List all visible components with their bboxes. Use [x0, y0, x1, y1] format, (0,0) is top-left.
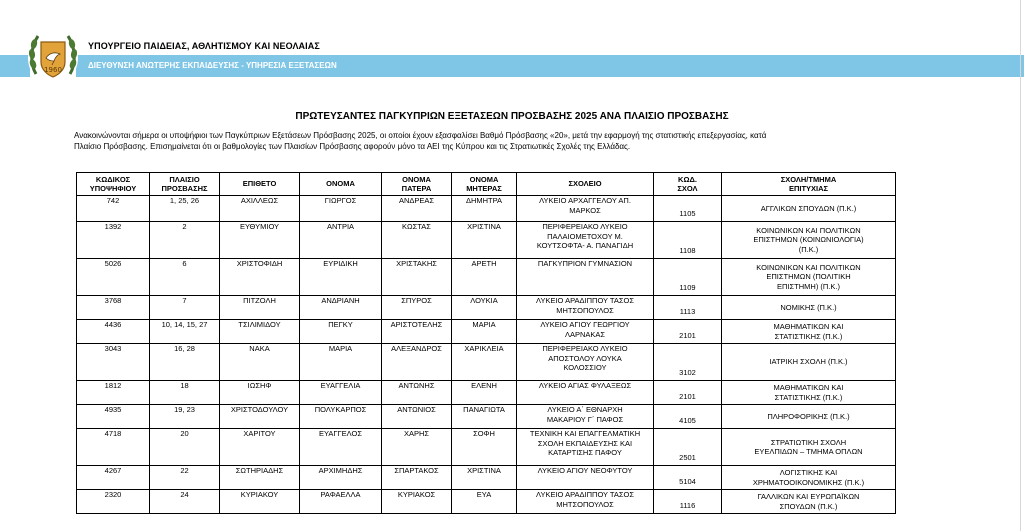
- cell-mother-name: ΣΟΦΗ: [452, 429, 517, 466]
- cell-line: ΣΧΟΛΗ ΕΚΠΑΙΔΕΥΣΗΣ ΚΑΙ: [537, 438, 633, 448]
- cell-candidate-code: 4718: [77, 429, 150, 466]
- cell-line: ΛΥΚΕΙΟ ΑΡΑΔΙΠΠΟΥ ΤΑΣΟΣ: [536, 296, 634, 305]
- cell-mother-name: ΠΑΝΑΓΙΩΤΑ: [452, 405, 517, 429]
- cell-father-name: ΑΝΔΡΕΑΣ: [382, 196, 452, 222]
- cell-school-code: 2501: [654, 429, 722, 466]
- cell-success-department: [722, 381, 896, 405]
- cell-first-name: ΠΕΓΚΥ: [300, 320, 382, 344]
- cell-access-framework: 22: [150, 466, 220, 490]
- cell-school: [517, 259, 654, 296]
- cell-line: ΠΑΛΑΙΟΜΕΤΟΧΟΥ Μ.: [547, 231, 623, 241]
- cell-school: [517, 196, 654, 222]
- cell-candidate-code: 4436: [77, 320, 150, 344]
- cell-success-department: [722, 429, 896, 466]
- cell-school: [517, 381, 654, 405]
- cell-success-department: [722, 259, 896, 296]
- cell-father-name: ΚΩΣΤΑΣ: [382, 222, 452, 259]
- cell-success-department: [722, 405, 896, 429]
- cell-line: ΛΥΚΕΙΟ ΑΡΑΔΙΠΠΟΥ ΤΑΣΟΣ: [536, 490, 634, 499]
- cell-school-code: 4105: [654, 405, 722, 429]
- table-body: [77, 196, 896, 514]
- cell-first-name: ΕΥΑΓΓΕΛΙΑ: [300, 381, 382, 405]
- cell-school: [517, 490, 654, 514]
- cell-candidate-code: 4267: [77, 466, 150, 490]
- cell-first-name: ΑΡΧΙΜΗΔΗΣ: [300, 466, 382, 490]
- column-header-success-department: [722, 173, 896, 196]
- cell-line: ΚΑΤΑΡΤΙΣΗΣ ΠΑΦΟΥ: [548, 448, 622, 457]
- cell-mother-name: ΧΡΙΣΤΙΝΑ: [452, 466, 517, 490]
- cell-line: ΜΗΤΣΟΠΟΥΛΟΣ: [556, 305, 614, 315]
- table-row: [77, 296, 896, 320]
- cell-line: ΑΠΟΣΤΟΛΟΥ ΛΟΥΚΑ: [548, 353, 622, 363]
- cell-father-name: ΣΠΑΡΤΑΚΟΣ: [382, 466, 452, 490]
- cell-candidate-code: 4935: [77, 405, 150, 429]
- cell-school: [517, 466, 654, 490]
- cell-school-code: 1108: [654, 222, 722, 259]
- cell-line: ΠΕΡΙΦΕΡΕΙΑΚΟ ΛΥΚΕΙΟ: [542, 344, 628, 353]
- cell-line: ΜΑΘΗΜΑΤΙΚΩΝ ΚΑΙ: [773, 322, 844, 331]
- cell-success-department: [722, 490, 896, 514]
- cell-line: ΜΗΤΣΟΠΟΥΛΟΣ: [556, 499, 614, 509]
- column-header-first-name: [300, 173, 382, 196]
- table-row: [77, 259, 896, 296]
- column-header-school-code: [654, 173, 722, 196]
- cell-line: ΛΥΚΕΙΟ ΑΡΧΑΓΓΕΛΟΥ ΑΠ.: [539, 196, 631, 205]
- cell-success-department: [722, 320, 896, 344]
- cell-school: [517, 405, 654, 429]
- table-row: [77, 222, 896, 259]
- cell-line: ΚΟΛΟΣΣΙΟΥ: [563, 363, 607, 372]
- cell-candidate-code: 742: [77, 196, 150, 222]
- cell-line: ΕΠΙΣΤΗΜΩΝ (ΠΟΛΙΤΙΚΗ: [766, 272, 851, 282]
- cell-mother-name: ΛΟΥΚΙΑ: [452, 296, 517, 320]
- cell-first-name: ΡΑΦΑΕΛΛΑ: [300, 490, 382, 514]
- table-row: [77, 405, 896, 429]
- cell-candidate-code: 1812: [77, 381, 150, 405]
- table-row: [77, 196, 896, 222]
- cell-line: ΛΥΚΕΙΟ ΑΓΙΑΣ ΦΥΛΑΞΕΩΣ: [538, 381, 632, 390]
- cell-candidate-code: 5026: [77, 259, 150, 296]
- cell-success-department: [722, 196, 896, 222]
- cell-line: ΠΕΡΙΦΕΡΕΙΑΚΟ ΛΥΚΕΙΟ: [542, 222, 628, 231]
- column-header-line: ΣΧΟΛΕΙΟ: [568, 179, 602, 189]
- cell-first-name: ΓΙΩΡΓΟΣ: [300, 196, 382, 222]
- column-header-line: ΟΝΟΜΑ: [469, 174, 499, 184]
- cell-surname: ΧΡΙΣΤΟΦΙΔΗ: [220, 259, 300, 296]
- cell-surname: ΧΑΡΙΤΟΥ: [220, 429, 300, 466]
- cell-surname: ΣΩΤΗΡΙΑΔΗΣ: [220, 466, 300, 490]
- cell-mother-name: ΔΗΜΗΤΡΑ: [452, 196, 517, 222]
- table-row: [77, 429, 896, 466]
- cell-mother-name: ΕΛΕΝΗ: [452, 381, 517, 405]
- column-header-surname: [220, 173, 300, 196]
- cell-access-framework: 20: [150, 429, 220, 466]
- cell-surname: ΧΡΙΣΤΟΔΟΥΛΟΥ: [220, 405, 300, 429]
- cell-surname: ΙΩΣΗΦ: [220, 381, 300, 405]
- column-header-line: ΠΑΤΕΡΑ: [401, 184, 432, 193]
- cell-first-name: ΕΥΑΓΓΕΛΟΣ: [300, 429, 382, 466]
- cell-first-name: ΑΝΤΡΙΑ: [300, 222, 382, 259]
- cell-access-framework: 6: [150, 259, 220, 296]
- table-row: [77, 344, 896, 381]
- column-header-candidate-code: [77, 173, 150, 196]
- cell-line: ΠΑΓΚΥΠΡΙΟΝ ΓΥΜΝΑΣΙΟΝ: [537, 259, 633, 268]
- cell-candidate-code: 1392: [77, 222, 150, 259]
- cell-father-name: ΧΑΡΗΣ: [382, 429, 452, 466]
- cell-line: ΣΤΑΤΙΣΤΙΚΗΣ (Π.Κ.): [774, 392, 843, 402]
- ministry-name: ΥΠΟΥΡΓΕΙΟ ΠΑΙΔΕΙΑΣ, ΑΘΛΗΤΙΣΜΟΥ ΚΑΙ ΝΕΟΛΑΙΑΣ: [88, 41, 320, 51]
- cell-line: ΚΟΥΤΣΟΦΤΑ- Α. ΠΑΝΑΓΙΔΗ: [536, 241, 634, 250]
- table-header-row: [77, 173, 896, 196]
- cell-school-code: 5104: [654, 466, 722, 490]
- cell-candidate-code: 2320: [77, 490, 150, 514]
- cell-school-code: 1113: [654, 296, 722, 320]
- cell-line: ΚΟΙΝΩΝΙΚΩΝ ΚΑΙ ΠΟΛΙΤΙΚΩΝ: [756, 262, 861, 272]
- cell-line: ΛΑΡΝΑΚΑΣ: [564, 329, 606, 339]
- cell-first-name: ΠΟΛΥΚΑΡΠΟΣ: [300, 405, 382, 429]
- cell-school: [517, 296, 654, 320]
- cell-first-name: ΑΝΔΡΙΑΝΗ: [300, 296, 382, 320]
- column-header-school: [517, 173, 654, 196]
- table-row: [77, 466, 896, 490]
- cell-success-department: [722, 222, 896, 259]
- cell-father-name: ΑΝΤΩΝΙΟΣ: [382, 405, 452, 429]
- cell-access-framework: 16, 28: [150, 344, 220, 381]
- cell-line: ΣΤΑΤΙΣΤΙΚΗΣ (Π.Κ.): [774, 331, 843, 341]
- cell-line: ΜΑΘΗΜΑΤΙΚΩΝ ΚΑΙ: [773, 383, 844, 392]
- intro-line: Ανακοινώνονται σήμερα οι υποψήφιοι των Παγκύπριων Εξετάσεων Πρόσβασης 2025, οι οποίοι έχουν εξασφαλίσει Βαθμό Πρόσβασης «20», μετά την εφαρμογή της στατιστικής επεξεργασίας, κατά: [74, 131, 767, 140]
- column-header-mother-name: [452, 173, 517, 196]
- cell-access-framework: 24: [150, 490, 220, 514]
- cell-father-name: ΧΡΙΣΤΑΚΗΣ: [382, 259, 452, 296]
- cell-father-name: ΚΥΡΙΑΚΟΣ: [382, 490, 452, 514]
- column-header-line: ΥΠΟΨΗΦΙΟΥ: [89, 184, 137, 193]
- column-header-line: ΟΝΟΜΑ: [326, 179, 355, 189]
- column-header-line: ΕΠΙΤΥΧΙΑΣ: [788, 184, 829, 193]
- cell-line: ΣΠΟΥΔΩΝ (Π.Κ.): [779, 501, 838, 511]
- column-header-line: ΣΧΟΛΗ/ΤΜΗΜΑ: [780, 174, 837, 184]
- cell-surname: ΝΑΚΑ: [220, 344, 300, 381]
- column-header-line: ΚΩΔΙΚΟΣ: [95, 174, 131, 184]
- cell-candidate-code: 3043: [77, 344, 150, 381]
- cell-mother-name: ΑΡΕΤΗ: [452, 259, 517, 296]
- cell-line: (Π.Κ.): [798, 244, 819, 254]
- cell-line: ΛΥΚΕΙΟ Α΄ ΕΘΝΑΡΧΗ: [547, 405, 623, 414]
- cell-school: [517, 344, 654, 381]
- cell-line: ΕΠΙΣΤΗΜΩΝ (ΚΟΙΝΩΝΙΟΛΟΓΙΑ): [753, 235, 864, 245]
- cyprus-coat-of-arms-icon: [26, 28, 80, 86]
- cell-line: ΠΛΗΡΟΦΟΡΙΚΗΣ (Π.Κ.): [767, 411, 850, 421]
- intro-line: Πλαίσιο Πρόσβασης. Επισημαίνεται ότι οι βαθμολογίες των Πλαισίων Πρόσβασης αφορούν μόνο τα ΑΕΙ της Κύπρου και τις Στρατιωτικές Σχολές της Ελλάδας.: [74, 142, 631, 151]
- cell-school-code: 1109: [654, 259, 722, 296]
- cell-school: [517, 320, 654, 344]
- page-title: ΠΡΩΤΕΥΣΑΝΤΕΣ ΠΑΓΚΥΠΡΙΩΝ ΕΞΕΤΑΣΕΩΝ ΠΡΟΣΒΑΣΗΣ 2025 ΑΝΑ ΠΛΑΙΣΙΟ ΠΡΟΣΒΑΣΗΣ: [295, 111, 729, 122]
- column-header-line: ΚΩΔ.: [678, 174, 697, 184]
- cell-mother-name: ΧΡΙΣΤΙΝΑ: [452, 222, 517, 259]
- cell-access-framework: 1, 25, 26: [150, 196, 220, 222]
- table-row: [77, 320, 896, 344]
- intro-paragraph: [74, 130, 874, 152]
- cell-line: ΓΑΛΛΙΚΩΝ ΚΑΙ ΕΥΡΩΠΑΪΚΩΝ: [757, 492, 860, 501]
- page-edge-divider: [1020, 0, 1021, 531]
- cell-line: ΑΓΓΛΙΚΩΝ ΣΠΟΥΔΩΝ (Π.Κ.): [760, 203, 857, 213]
- cell-line: ΙΑΤΡΙΚΗ ΣΧΟΛΗ (Π.Κ.): [769, 357, 848, 367]
- cell-father-name: ΑΝΤΩΝΗΣ: [382, 381, 452, 405]
- cell-surname: ΠΙΤΖΟΛΗ: [220, 296, 300, 320]
- cell-father-name: ΑΡΙΣΤΟΤΕΛΗΣ: [382, 320, 452, 344]
- cell-mother-name: ΧΑΡΙΚΛΕΙΑ: [452, 344, 517, 381]
- cell-line: ΧΡΗΜΑΤΟΟΙΚΟΝΟΜΙΚΗΣ (Π.Κ.): [752, 477, 865, 487]
- cell-line: ΚΟΙΝΩΝΙΚΩΝ ΚΑΙ ΠΟΛΙΤΙΚΩΝ: [756, 225, 861, 235]
- cell-access-framework: 7: [150, 296, 220, 320]
- cell-success-department: [722, 296, 896, 320]
- cell-line: ΕΥΕΛΠΙΔΩΝ – ΤΜΗΜΑ ΟΠΛΩΝ: [754, 447, 863, 456]
- cell-access-framework: 18: [150, 381, 220, 405]
- cell-school-code: 2101: [654, 320, 722, 344]
- column-header-line: ΟΝΟΜΑ: [402, 174, 431, 184]
- letterhead: [0, 0, 1024, 90]
- column-header-line: ΕΠΙΘΕΤΟ: [242, 179, 277, 189]
- cell-surname: ΕΥΘΥΜΙΟΥ: [220, 222, 300, 259]
- cell-line: ΛΥΚΕΙΟ ΑΓΙΟΥ ΝΕΟΦΥΤΟΥ: [537, 466, 633, 475]
- column-header-access-framework: [150, 173, 220, 196]
- cell-success-department: [722, 466, 896, 490]
- cell-school: [517, 222, 654, 259]
- cell-first-name: ΕΥΡΙΔΙΚΗ: [300, 259, 382, 296]
- cell-mother-name: ΜΑΡΙΑ: [452, 320, 517, 344]
- cell-candidate-code: 3768: [77, 296, 150, 320]
- table-row: [77, 381, 896, 405]
- column-header-father-name: [382, 173, 452, 196]
- cell-school-code: 2101: [654, 381, 722, 405]
- cell-line: ΜΑΡΚΟΣ: [569, 205, 601, 215]
- cell-surname: ΚΥΡΙΑΚΟΥ: [220, 490, 300, 514]
- cell-surname: ΑΧΙΛΛΕΩΣ: [220, 196, 300, 222]
- cell-line: ΣΤΡΑΤΙΩΤΙΚΗ ΣΧΟΛΗ: [770, 437, 847, 447]
- cell-line: ΕΠΙΣΤΗΜΗ) (Π.Κ.): [777, 281, 840, 291]
- cell-line: ΜΑΚΑΡΙΟΥ Γ΄ ΠΑΦΟΣ: [546, 414, 624, 424]
- cell-school: [517, 429, 654, 466]
- cell-success-department: [722, 344, 896, 381]
- results-table: [76, 172, 896, 514]
- cell-father-name: ΑΛΕΞΑΝΔΡΟΣ: [382, 344, 452, 381]
- cell-line: ΝΟΜΙΚΗΣ (Π.Κ.): [780, 302, 837, 312]
- table-row: [77, 490, 896, 514]
- svg-text:1960: 1960: [44, 66, 62, 74]
- department-name: ΔΙΕΥΘΥΝΣΗ ΑΝΩΤΕΡΗΣ ΕΚΠΑΙΔΕΥΣΗΣ - ΥΠΗΡΕΣΙΑ ΕΞΕΤΑΣΕΩΝ: [88, 61, 337, 70]
- cell-father-name: ΣΠΥΡΟΣ: [382, 296, 452, 320]
- column-header-line: ΠΡΟΣΒΑΣΗΣ: [161, 184, 208, 193]
- cell-school-code: 1116: [654, 490, 722, 514]
- cell-access-framework: 2: [150, 222, 220, 259]
- cell-first-name: ΜΑΡΙΑ: [300, 344, 382, 381]
- cell-access-framework: 19, 23: [150, 405, 220, 429]
- cell-school-code: 3102: [654, 344, 722, 381]
- cell-mother-name: ΕΥΑ: [452, 490, 517, 514]
- column-header-line: ΠΛΑΙΣΙΟ: [169, 174, 200, 184]
- cell-access-framework: 10, 14, 15, 27: [150, 320, 220, 344]
- cell-school-code: 1105: [654, 196, 722, 222]
- cell-line: ΤΕΧΝΙΚΗ ΚΑΙ ΕΠΑΓΓΕΛΜΑΤΙΚΗ: [529, 429, 641, 438]
- cell-line: ΛΟΓΙΣΤΙΚΗΣ ΚΑΙ: [779, 468, 838, 477]
- cell-line: ΛΥΚΕΙΟ ΑΓΙΟΥ ΓΕΩΡΓΙΟΥ: [540, 320, 630, 329]
- column-header-line: ΜΗΤΕΡΑΣ: [466, 184, 502, 193]
- cell-surname: ΤΣΙΛΙΜΙΔΟΥ: [220, 320, 300, 344]
- column-header-line: ΣΧΟΛ: [677, 184, 698, 193]
